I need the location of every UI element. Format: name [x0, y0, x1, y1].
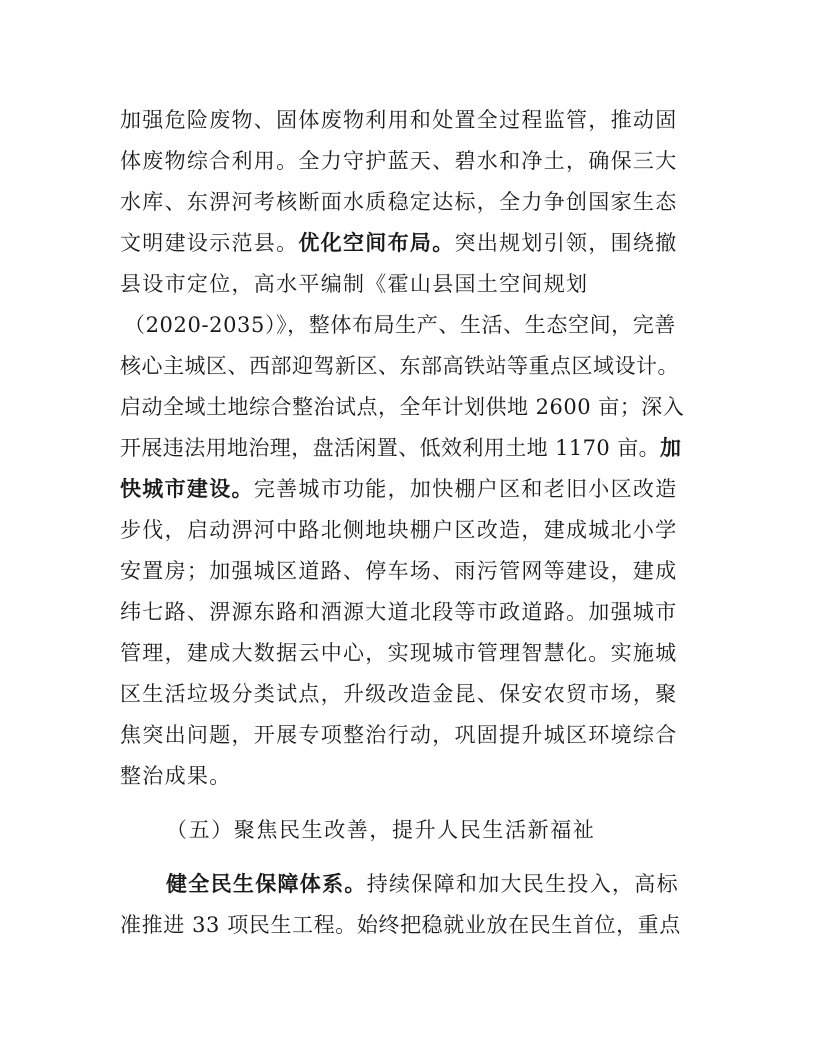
bold-keyword: 快城市建设。 — [120, 476, 254, 501]
text-line: 区生活垃圾分类试点，升级改造金昆、保安农贸市场，聚 — [120, 682, 678, 706]
text-line: 安置房；加强城区道路、停车场、雨污管网等建设，建成 — [120, 559, 678, 583]
text-line: 整治成果。 — [120, 764, 232, 788]
text-line: 焦突出问题，开展专项整治行动，巩固提升城区环境综合 — [120, 723, 678, 747]
text-line: 核心主城区、西部迎驾新区、东部高铁站等重点区域设计。 — [120, 354, 679, 378]
text-line: 水库、东淠河考核断面水质稳定达标，全力争创国家生态 — [120, 190, 678, 214]
text-line: 县设市定位，高水平编制《霍山县国土空间规划 — [120, 272, 589, 296]
bold-keyword: 健全民生保障体系。 — [166, 871, 367, 896]
text-line: 步伐，启动淠河中路北侧地块棚户区改造，建成城北小学 — [120, 518, 678, 542]
text-line — [120, 230, 678, 256]
text-line: 体废物综合利用。全力守护蓝天、碧水和净土，确保三大 — [120, 149, 678, 173]
text-line — [166, 871, 679, 897]
text-run: 突出规划引领，围绕撤 — [454, 231, 678, 255]
text-line — [120, 435, 681, 461]
text-line: 启动全域土地综合整治试点，全年计划供地 2600 亩；深入 — [120, 395, 685, 419]
section-heading: （五）聚焦民生改善，提升人民生活新福祉 — [166, 818, 596, 842]
text-line: （2020-2035）》，整体布局生产、生活、生态空间，完善 — [124, 313, 676, 337]
text-line: 管理，建成大数据云中心，实现城市管理智慧化。实施城 — [120, 641, 678, 665]
text-run: 完善城市功能，加快棚户区和老旧小区改造 — [253, 477, 678, 501]
text-run: 文明建设示范县。 — [120, 231, 299, 255]
text-line: 准推进 33 项民生工程。始终把稳就业放在民生首位，重点 — [120, 913, 681, 937]
bold-keyword: 加 — [660, 435, 682, 460]
text-line: 加强危险废物、固体废物利用和处置全过程监管，推动固 — [120, 108, 678, 132]
text-run: 持续保障和加大民生投入，高标 — [366, 872, 679, 896]
text-run: 开展违法用地治理，盘活闲置、低效利用土地 1170 亩。 — [120, 436, 660, 460]
text-line — [120, 476, 678, 502]
text-line: 纬七路、淠源东路和酒源大道北段等市政道路。加强城市 — [120, 600, 678, 624]
bold-keyword: 优化空间布局。 — [298, 230, 455, 255]
